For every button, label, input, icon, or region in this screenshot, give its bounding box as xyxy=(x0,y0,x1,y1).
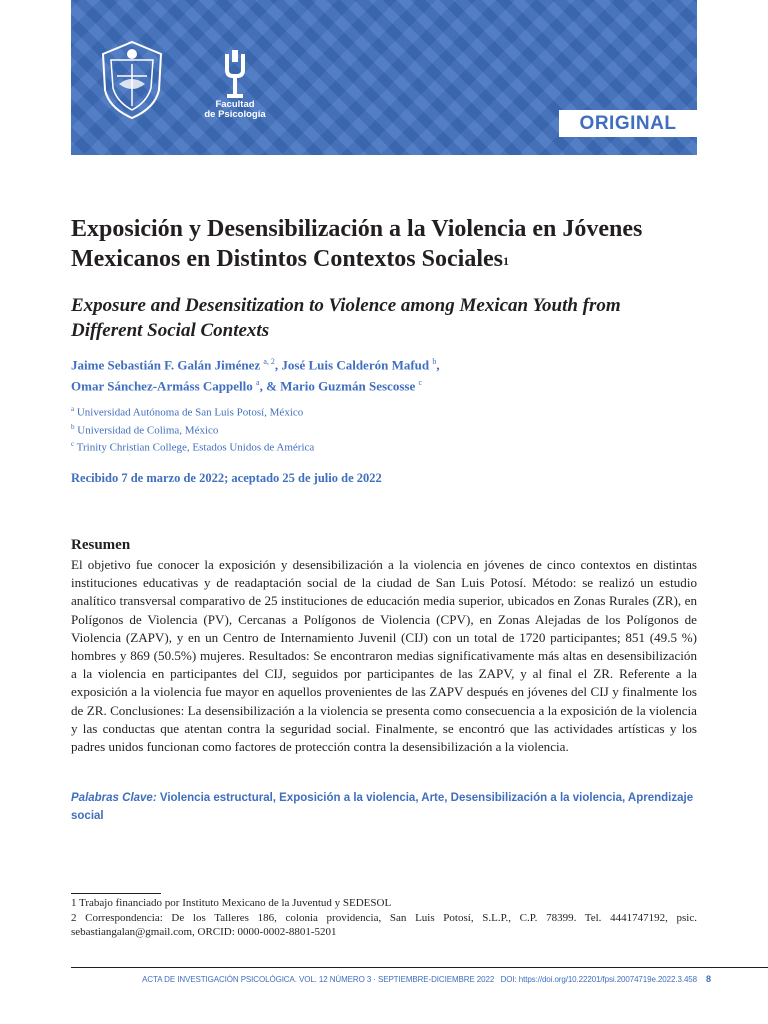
header-banner xyxy=(71,0,697,155)
footnote-item: 2 Correspondencia: De los Talleres 186, colonia providencia, San Luis Potosí, S.L.P., C.P. 78399. Tel. 4441747192, psic. sebastiangalan@gmail.com, ORCID: 0000-0002-8801-5201 xyxy=(71,911,697,938)
author-name: Jaime Sebastián F. Galán Jiménez xyxy=(71,357,261,373)
affiliation-list xyxy=(71,402,671,455)
author-affiliation-marker: b xyxy=(432,357,437,366)
footer-divider xyxy=(71,967,768,968)
doi-link[interactable]: DOI: https://doi.org/10.22201/fpsi.20074719e.2022.3.458 xyxy=(500,975,697,984)
author-affiliation-marker: a xyxy=(256,378,260,388)
title-footnote-marker: 1 xyxy=(502,254,509,268)
affiliation-item: $^b$ Universidad de Colima, México xyxy=(71,422,219,437)
keywords-label: Palabras Clave: xyxy=(71,792,157,804)
received-dates: Recibido 7 de marzo de 2022; aceptado 25 de julio de 2022 xyxy=(71,471,382,485)
title-spanish xyxy=(71,214,711,274)
footnote-item: 1 Trabajo financiado por Instituto Mexicano de la Juventud y SEDESOL xyxy=(71,897,392,909)
page-number: 8 xyxy=(706,974,712,984)
article-type-badge: ORIGINAL xyxy=(559,110,697,137)
author-name: Mario Guzmán Sescosse xyxy=(280,378,416,394)
title-english: Exposure and Desensitization to Violence among Mexican Youth from Different Social Contexts xyxy=(71,295,621,341)
author-affiliation-marker: c xyxy=(418,378,423,388)
affiliation-item: $^a$ Universidad Autónoma de San Luis Potosí, México xyxy=(71,405,304,419)
author-list: Jaime Sebastián F. Galán Jiménez $^{a, 2}$, José Luis Calderón Mafud $^b$, Omar Sánchez-Armáss Cappello $^a$, & Mario Guzmán Sescosse $^c$ xyxy=(71,357,440,394)
affiliation-item: $^c$ Trinity Christian College, Estados Unidos de América xyxy=(71,440,315,454)
author-name: José Luis Calderón Mafud xyxy=(281,357,430,373)
footnotes xyxy=(71,896,697,940)
keywords xyxy=(71,789,701,825)
journal-footer xyxy=(71,975,697,984)
abstract-heading: Resumen xyxy=(71,537,131,553)
author-name: Omar Sánchez-Armáss Cappello xyxy=(71,378,253,394)
title-spanish-text: Exposición y Desensibilización a la Violencia en Jóvenes Mexicanos en Distintos Contextos Sociales xyxy=(71,216,643,272)
unam-crest-icon xyxy=(99,40,165,120)
journal-citation: ACTA DE INVESTIGACIÓN PSICOLÓGICA. VOL. 12 NÚMERO 3 · SEPTIEMBRE-DICIEMBRE 2022 xyxy=(142,975,495,984)
faculty-logo-text: Facultad de Psicología xyxy=(204,99,266,120)
author-affiliation-marker: a, 2 xyxy=(263,357,275,366)
abstract-text: El objetivo fue conocer la exposición y desensibilización a la violencia en jóvenes de cinco contextos en distintas instituciones educativas y de readaptación social de la ciudad de San Luis Potosí. Método: se realizó un estudio analítico transversal comparativo de 25 instituciones de educación media superior, ubicados en Zonas Rurales (ZR), en Polígonos de Violencia (PV), Cercanas a Polígonos de Violencia (CPV), en Zonas Alejadas de los Polígonos de Violencia (ZAPV), y en un Centro de Internamiento Juvenil (CIJ) con un total de 1720 participantes; 851 (49.5 %) hombres y 869 (50.5%) mujeres. Resultados: Se encontraron medias significativamente más altas en desensibilización a la violencia en participantes del CIJ, seguidos por participantes de las ZAPV, y al final el ZR. Referente a la exposición a la violencia fue mayor en aquellos provenientes de las ZAPV después en jóvenes del CIJ y finalmente los de ZR. Conclusiones: La desensibilización a la violencia se presenta como consecuencia a la exposición de la violencia y las conductas que atentan contra la seguridad social. Finalmente, se encontró que las actividades artísticas y los padres unidos funcionan como factores de protección contra la desensibilización a la violencia. xyxy=(71,557,697,755)
footnote-divider xyxy=(71,893,161,894)
keywords-list: Violencia estructural, Exposición a la violencia, Arte, Desensibilización a la violencia, Aprendizaje social xyxy=(71,792,694,822)
